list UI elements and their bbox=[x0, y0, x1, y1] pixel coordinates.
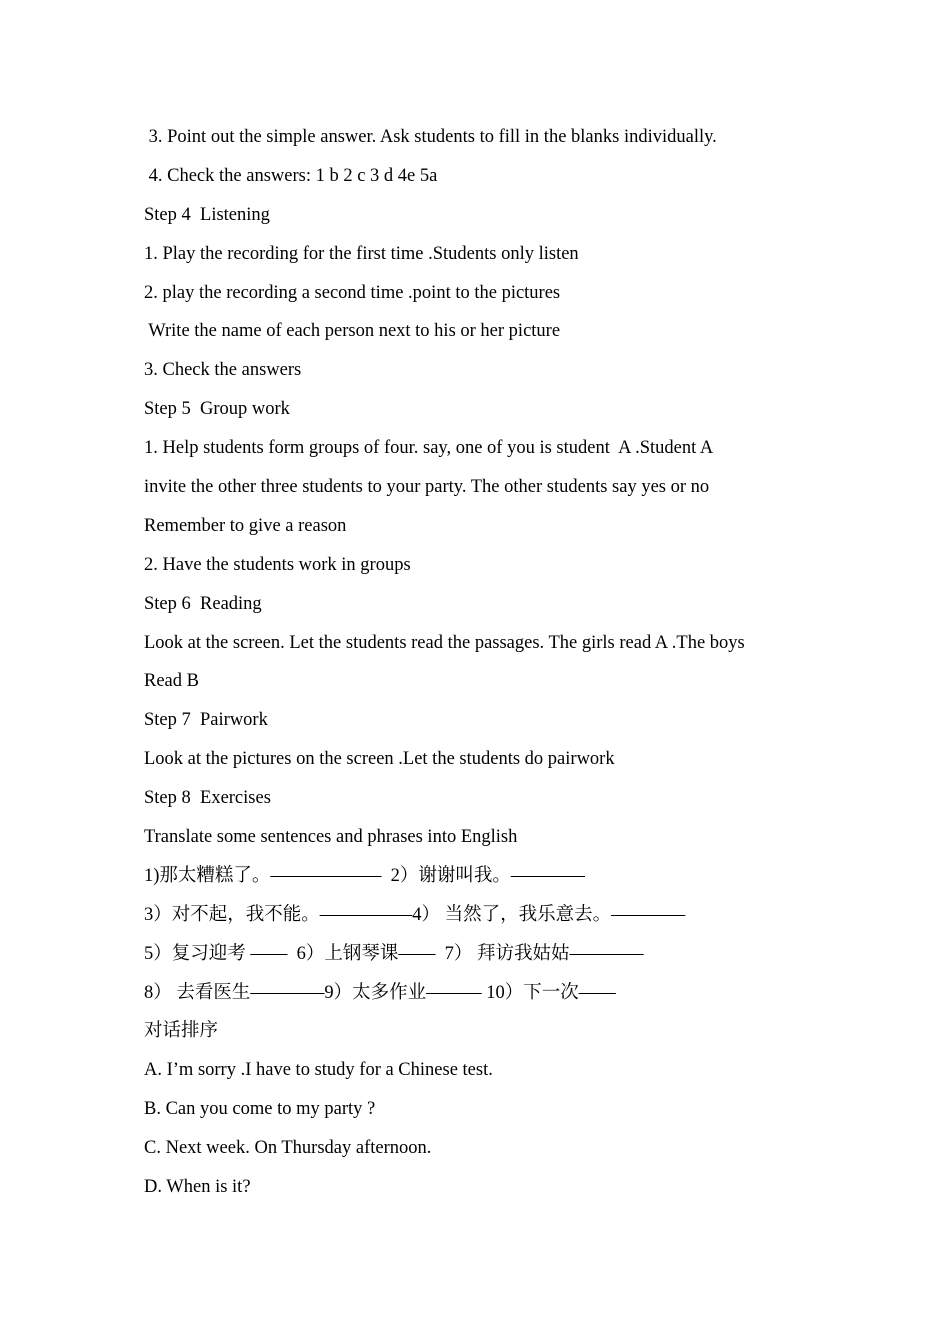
heading-dialogue-ordering: 对话排序 bbox=[144, 1021, 219, 1042]
text-line-group-work-1-cont: invite the other three students to your party. The other students say yes or no bbox=[144, 477, 710, 498]
dialogue-option-b: B. Can you come to my party ? bbox=[144, 1099, 376, 1120]
heading-step-4-listening: Step 4 Listening bbox=[144, 204, 270, 225]
exercise-line-1-2: 1)那太糟糕了。—————— 2）谢谢叫我。———— bbox=[144, 865, 585, 886]
exercise-line-5-7: 5）复习迎考 —— 6）上钢琴课—— 7） 拜访我姑姑———— bbox=[144, 943, 644, 964]
document-body bbox=[144, 118, 824, 1207]
dialogue-option-d: D. When is it? bbox=[144, 1177, 251, 1198]
text-line-group-work-1: 1. Help students form groups of four. say, one of you is student A .Student A bbox=[144, 438, 714, 459]
heading-step-6-reading: Step 6 Reading bbox=[144, 593, 262, 614]
text-line-exercises-intro: Translate some sentences and phrases into English bbox=[144, 827, 518, 848]
text-line-step3-check-answers: 4. Check the answers: 1 b 2 c 3 d 4e 5a bbox=[144, 165, 438, 186]
text-line-reading: Look at the screen. Let the students read the passages. The girls read A .The boys bbox=[144, 632, 745, 653]
text-line-group-work-1-cont2: Remember to give a reason bbox=[144, 515, 347, 536]
heading-step-5-group-work: Step 5 Group work bbox=[144, 399, 290, 420]
text-line-listening-3: 3. Check the answers bbox=[144, 360, 302, 381]
dialogue-option-a: A. I’m sorry .I have to study for a Chinese test. bbox=[144, 1060, 493, 1081]
exercise-line-3-4: 3）对不起，我不能。—————4） 当然了，我乐意去。———— bbox=[144, 904, 686, 925]
text-line-listening-1: 1. Play the recording for the first time .Students only listen bbox=[144, 243, 579, 264]
heading-step-8-exercises: Step 8 Exercises bbox=[144, 788, 271, 809]
text-line-pairwork: Look at the pictures on the screen .Let the students do pairwork bbox=[144, 749, 615, 770]
exercise-line-8-10: 8） 去看医生————9）太多作业——— 10）下一次—— bbox=[144, 982, 616, 1003]
text-line-group-work-2: 2. Have the students work in groups bbox=[144, 554, 411, 575]
text-line-listening-2: 2. play the recording a second time .point to the pictures bbox=[144, 282, 561, 303]
heading-step-7-pairwork: Step 7 Pairwork bbox=[144, 710, 268, 731]
dialogue-option-c: C. Next week. On Thursday afternoon. bbox=[144, 1138, 432, 1159]
text-line-listening-2-cont: Write the name of each person next to his or her picture bbox=[144, 321, 561, 342]
text-line-step3-point-out: 3. Point out the simple answer. Ask students to fill in the blanks individually. bbox=[144, 127, 717, 147]
text-line-reading-cont: Read B bbox=[144, 671, 199, 692]
